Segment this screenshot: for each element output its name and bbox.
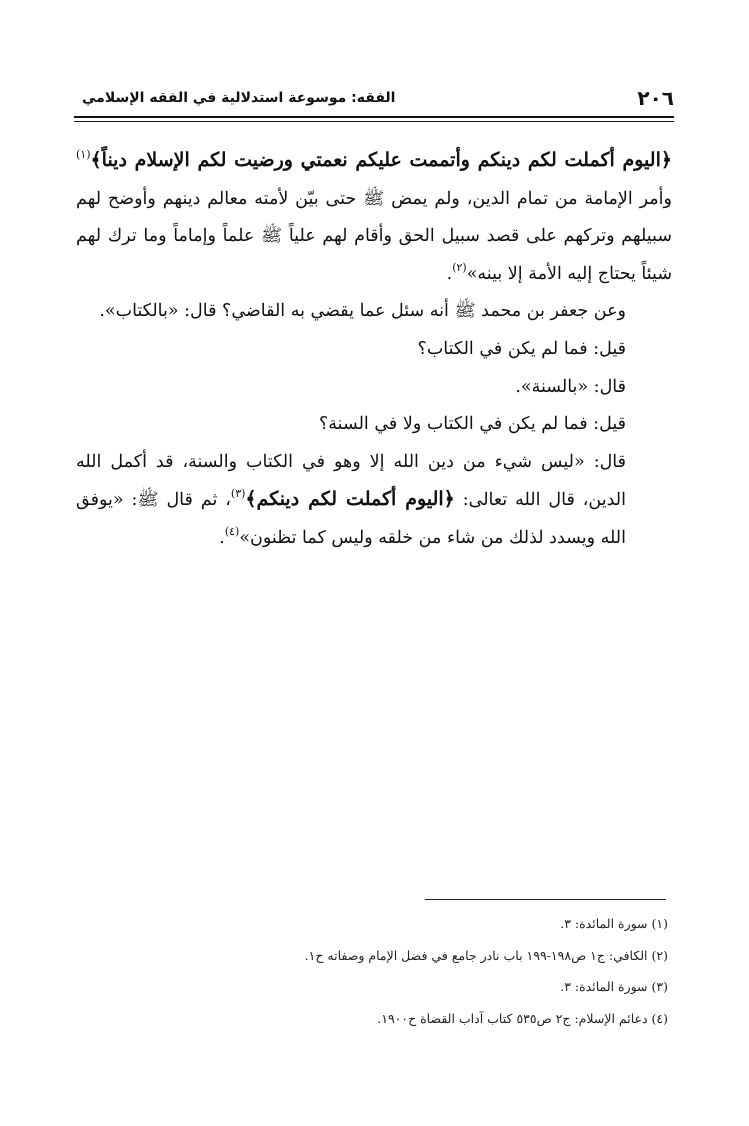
paragraph bbox=[76, 444, 672, 558]
footnote-ref: (١) bbox=[76, 148, 91, 161]
page-number: ٢٠٦ bbox=[637, 86, 674, 110]
footnote-ref: (٣) bbox=[230, 487, 246, 501]
paragraph: قيل: فما لم يكن في الكتاب؟ bbox=[417, 338, 626, 359]
paragraph: وعن جعفر بن محمد ﷺ أنه سئل عما يقضي به القاضي؟ قال: «بالكتاب». bbox=[99, 301, 626, 322]
footnote: (١) سورة المائدة: ٣. bbox=[560, 916, 668, 931]
footnote: (٢) الكافي: ج١ ص١٩٨-١٩٩ باب نادر جامع في فضل الإمام وصفاته ح١. bbox=[304, 947, 668, 963]
quran-quote: ﴿اليوم أكملت لكم دينكم وأتممت عليكم نعمتي ورضيت لكم الإسلام ديناً﴾ bbox=[90, 149, 672, 171]
paragraph bbox=[76, 142, 672, 293]
running-title: الفقه: موسوعة استدلالية في الفقه الإسلامي bbox=[82, 90, 396, 106]
paragraph-end: . bbox=[219, 527, 225, 548]
quran-quote: ﴿اليوم أكملت لكم دينكم﴾ bbox=[245, 488, 455, 511]
paragraph: قال: «بالسنة». bbox=[515, 376, 626, 397]
footnote: (٣) سورة المائدة: ٣. bbox=[560, 979, 668, 994]
header-rule bbox=[74, 116, 674, 118]
paragraph-end: . bbox=[446, 263, 453, 284]
paragraph-text: ، ثم قال ﷺ: «يوفق الله ويسدد لذلك من شاء من خلقه وليس كما تظنون» bbox=[76, 490, 626, 548]
footnote-separator bbox=[425, 899, 666, 900]
footnote-ref: (٢) bbox=[452, 260, 467, 274]
page-header bbox=[74, 86, 674, 110]
main-text bbox=[76, 142, 672, 558]
header-rule-thin bbox=[74, 121, 674, 122]
footnote-ref: (٤) bbox=[224, 524, 240, 538]
footnote: (٤) دعائم الإسلام: ج٢ ص٥٣٥ كتاب آداب القضاة ح١٩٠٠. bbox=[377, 1010, 668, 1026]
footnotes bbox=[76, 908, 668, 1034]
paragraph: قيل: فما لم يكن في الكتاب ولا في السنة؟ bbox=[319, 414, 626, 435]
paragraph-text: وأمر الإمامة من تمام الدين، ولم يمض ﷺ حتى بيّن لأمته معالم دينهم وأوضح لهم سبيلهم وتركهم على قصد سبيل الحق وأقام لهم علياً ﷺ علماً وإماماً وما ترك لهم شيئاً يحتاج إليه الأمة إلا بينه» bbox=[76, 188, 672, 284]
paragraph-text: قال: «ليس شيء من دين الله إلا وهو في الكتاب والسنة، قد أكمل الله الدين، قال الله تعالى: bbox=[76, 451, 626, 511]
